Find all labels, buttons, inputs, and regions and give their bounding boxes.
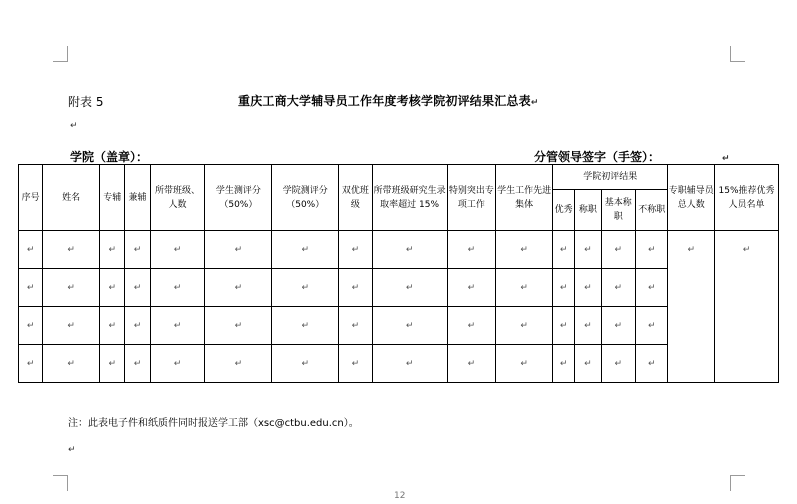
header-advanced-collective: 学生工作先进集体	[496, 165, 553, 231]
college-seal-field: 学院（盖章）：	[70, 148, 284, 165]
paragraph-mark: ↵	[70, 121, 78, 131]
table-cell: ↵	[205, 307, 272, 345]
table-cell: ↵	[100, 345, 125, 383]
header-prelim-excellent: 优秀	[552, 190, 574, 231]
header-prelim-competent: 称职	[575, 190, 601, 231]
header-classes-students: 所带班级、人数	[150, 165, 205, 231]
table-cell: ↵	[372, 307, 447, 345]
table-cell: ↵	[601, 231, 635, 269]
table-cell: ↵	[150, 307, 205, 345]
recommend-list-cell: ↵	[715, 231, 779, 383]
crop-mark-top-right	[730, 61, 745, 62]
table-cell: ↵	[125, 231, 150, 269]
table-cell: ↵	[100, 307, 125, 345]
page-number: 12	[394, 491, 406, 501]
table-cell: ↵	[272, 269, 339, 307]
fulltime-total-cell: ↵	[668, 231, 715, 383]
table-cell: ↵	[125, 269, 150, 307]
table-cell: ↵	[272, 307, 339, 345]
table-cell: ↵	[447, 345, 496, 383]
table-cell: ↵	[636, 307, 668, 345]
table-cell: ↵	[636, 231, 668, 269]
table-cell: ↵	[601, 345, 635, 383]
table-cell: ↵	[575, 269, 601, 307]
table-cell: ↵	[19, 269, 43, 307]
table-cell: ↵	[150, 345, 205, 383]
table-cell: ↵	[339, 307, 372, 345]
header-college-score: 学院测评分（50%）	[272, 165, 339, 231]
table-cell: ↵	[496, 345, 553, 383]
table-cell: ↵	[100, 269, 125, 307]
header-student-score: 学生测评分（50%）	[205, 165, 272, 231]
annex-label: 附表 5	[68, 95, 104, 109]
table-cell: ↵	[575, 345, 601, 383]
header-fulltime-total: 专职辅导员总人数	[668, 165, 715, 231]
header-recommend: 15%推荐优秀人员名单	[715, 165, 779, 231]
table-cell: ↵	[43, 345, 100, 383]
table-cell: ↵	[205, 231, 272, 269]
header-grad-rate: 所带班级研究生录取率超过 15%	[372, 165, 447, 231]
table-cell: ↵	[601, 307, 635, 345]
crop-mark-top-left	[67, 46, 68, 62]
table-row	[19, 307, 779, 345]
table-cell: ↵	[552, 231, 574, 269]
evaluation-summary-table	[18, 164, 779, 383]
table-cell: ↵	[272, 231, 339, 269]
table-cell: ↵	[125, 307, 150, 345]
header-seq: 序号	[19, 165, 43, 231]
header-prelim-incompetent: 不称职	[636, 190, 668, 231]
table-cell: ↵	[496, 269, 553, 307]
crop-mark-bottom-left	[53, 475, 68, 476]
table-cell: ↵	[43, 231, 100, 269]
table-cell: ↵	[19, 231, 43, 269]
table-cell: ↵	[601, 269, 635, 307]
table-cell: ↵	[447, 231, 496, 269]
header-special-work: 特别突出专项工作	[447, 165, 496, 231]
table-row	[19, 345, 779, 383]
paragraph-mark: ↵	[68, 445, 76, 455]
table-cell: ↵	[272, 345, 339, 383]
table-cell: ↵	[100, 231, 125, 269]
table-cell: ↵	[339, 269, 372, 307]
crop-mark-top-right	[730, 46, 731, 62]
leader-signature-field: 分管领导签字（手签）： ↵	[534, 150, 730, 164]
table-cell: ↵	[43, 307, 100, 345]
table-cell: ↵	[205, 345, 272, 383]
table-cell: ↵	[372, 345, 447, 383]
table-cell: ↵	[372, 231, 447, 269]
header-fulltime: 专辅	[100, 165, 125, 231]
footnote: 注：此表电子件和纸质件同时报送学工部（xsc@ctbu.edu.cn）。	[68, 418, 359, 429]
header-prelim-group: 学院初评结果	[552, 165, 668, 190]
table-cell: ↵	[447, 269, 496, 307]
table-cell: ↵	[150, 231, 205, 269]
table-cell: ↵	[636, 269, 668, 307]
table-cell: ↵	[19, 307, 43, 345]
table-cell: ↵	[339, 231, 372, 269]
table-cell: ↵	[205, 269, 272, 307]
table-cell: ↵	[372, 269, 447, 307]
table-cell: ↵	[575, 231, 601, 269]
table-cell: ↵	[447, 307, 496, 345]
crop-mark-top-left	[53, 61, 68, 62]
crop-mark-bottom-left	[67, 475, 68, 491]
table-cell: ↵	[636, 345, 668, 383]
table-row	[19, 269, 779, 307]
table-cell: ↵	[150, 269, 205, 307]
table-row	[19, 231, 779, 269]
header-prelim-basic: 基本称职	[601, 190, 635, 231]
table-cell: ↵	[552, 307, 574, 345]
crop-mark-bottom-right	[730, 475, 731, 491]
table-cell: ↵	[339, 345, 372, 383]
header-name: 姓名	[43, 165, 100, 231]
table-cell: ↵	[496, 307, 553, 345]
header-parttime: 兼辅	[125, 165, 150, 231]
crop-mark-bottom-right	[730, 475, 745, 476]
table-cell: ↵	[43, 269, 100, 307]
table-cell: ↵	[125, 345, 150, 383]
header-excellent-class: 双优班级	[339, 165, 372, 231]
table-cell: ↵	[496, 231, 553, 269]
document-title: 重庆工商大学辅导员工作年度考核学院初评结果汇总表↵	[238, 94, 539, 108]
table-cell: ↵	[575, 307, 601, 345]
table-cell: ↵	[552, 269, 574, 307]
table-cell: ↵	[552, 345, 574, 383]
table-cell: ↵	[19, 345, 43, 383]
